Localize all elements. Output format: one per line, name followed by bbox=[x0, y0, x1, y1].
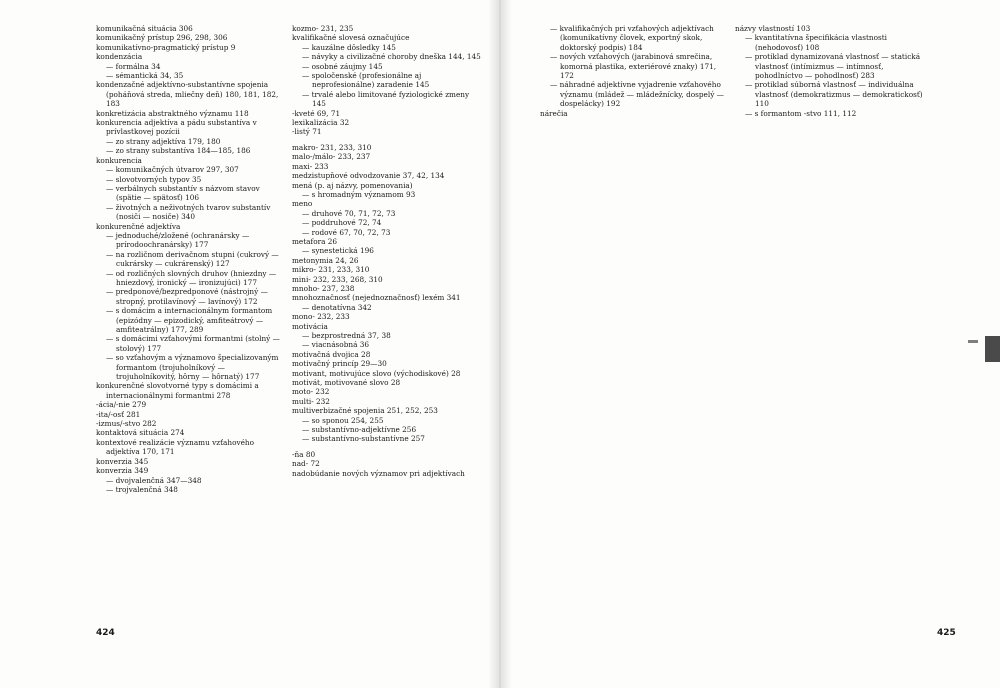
index-entry: motivant, motivujúce slovo (východiskové) 28 bbox=[292, 368, 461, 378]
index-entry: — s formantom -stvo 111, 112 bbox=[745, 108, 857, 118]
index-entry: — viacnásobná 36 bbox=[302, 340, 370, 350]
index-entry: — životných a neživotných tvarov substantív (nosiči — nosiče) 340 bbox=[106, 202, 271, 222]
index-entry: — slovotvorných typov 35 bbox=[106, 174, 202, 184]
index-entry: motivačný princíp 29—30 bbox=[292, 359, 387, 369]
index-entry: — náhradné adjektívne vyjadrenie vzťahového významu (mládež — mládežnícky, dospelý — dospelácky) 192 bbox=[550, 80, 724, 109]
scan-edge-mark bbox=[968, 340, 978, 343]
index-entry: medzistupňové odvodzovanie 37, 42, 134 bbox=[292, 171, 445, 181]
index-entry: makro- 231, 233, 310 bbox=[292, 142, 372, 152]
index-entry: -ácia/-nie 279 bbox=[96, 400, 147, 410]
index-entry: — s domácimi vzťahovými formantmi (stolný — stolový) 177 bbox=[106, 334, 280, 353]
index-entry: — trojvalenčná 348 bbox=[106, 484, 178, 494]
index-column-4 bbox=[735, 24, 925, 118]
index-entry: maxi- 233 bbox=[292, 161, 329, 171]
index-column-1 bbox=[96, 24, 286, 494]
index-entry: — synestetická 196 bbox=[302, 246, 374, 256]
index-entry: mená (p. aj názvy, pomenovania) bbox=[292, 180, 413, 190]
index-entry: -ňa 80 bbox=[292, 449, 316, 459]
index-entry: mikro- 231, 233, 310 bbox=[292, 265, 370, 275]
index-entry: kondenzačné adjektívno-substantívne spojenia (poháňová streda, mliečny deň) 180, 181, 182, 183 bbox=[96, 80, 279, 109]
index-entry: — protiklad súborná vlastnosť — individuálna vlastnosť (demokratizmus — demokratickosť) 110 bbox=[745, 80, 923, 109]
index-entry: mnohoznačnosť (nejednoznačnosť) lexém 341 bbox=[292, 293, 461, 303]
index-entry: kontaktová situácia 274 bbox=[96, 428, 185, 438]
index-entry: konverzia 349 bbox=[96, 466, 149, 476]
index-entry: komunikačný prístup 296, 298, 306 bbox=[96, 33, 228, 43]
index-entry: — kauzálne dôsledky 145 bbox=[302, 42, 396, 52]
index-entry: konkurencia adjektíva a pádu substantíva v prívlastkovej pozícii bbox=[96, 118, 257, 137]
page-number-right: 425 bbox=[937, 628, 956, 638]
index-column-2 bbox=[292, 24, 482, 478]
index-entry: — zo strany substantíva 184—185, 186 bbox=[106, 146, 251, 156]
index-entry: meno bbox=[292, 199, 313, 209]
index-entry: komunikatívno-pragmatický prístup 9 bbox=[96, 42, 236, 52]
index-entry: — na rozličnom derivačnom stupni (cukrový — cukrársky — cukrárenský) 127 bbox=[106, 249, 279, 269]
index-entry: motivát, motivované slovo 28 bbox=[292, 378, 401, 388]
index-entry: — substantívno-substantívne 257 bbox=[302, 434, 425, 444]
page-number-left: 424 bbox=[96, 628, 115, 638]
index-entry: -izmus/-stvo 282 bbox=[96, 419, 157, 429]
index-entry: kvalifikačné slovesá označujúce bbox=[292, 33, 410, 43]
index-entry: — so vzťahovým a významovo špecializovaným formantom (trojuholníkový — trojuholníkovitý, hôrny — hôrnatý) 177 bbox=[106, 353, 279, 382]
index-entry: motivačná dvojica 28 bbox=[292, 349, 371, 359]
index-entry: konkurenčné adjektíva bbox=[96, 221, 181, 231]
index-entry: — so sponou 254, 255 bbox=[302, 415, 384, 425]
index-entry: konverzia 345 bbox=[96, 456, 149, 466]
index-entry: — sémantická 34, 35 bbox=[106, 71, 184, 81]
index-entry: — poddruhové 72, 74 bbox=[302, 218, 382, 228]
index-entry: — kvalifikačných pri vzťahových adjektívach (komunikatívny človek, exportný skok, doktorský podpis) 184 bbox=[550, 24, 714, 52]
index-entry: — protiklad dynamizovaná vlastnosť — statická vlastnosť (intímizmus — intímnosť, pohodlníctvo — pohodlnosť) 283 bbox=[745, 52, 921, 81]
book-gutter bbox=[488, 0, 512, 688]
index-entry: názvy vlastností 103 bbox=[735, 24, 811, 33]
index-entry: — návyky a civilizačné choroby dneška 144, 145 bbox=[302, 52, 481, 62]
index-entry: konkurenčné slovotvorné typy s domácimi a internacionálnymi formantmi 278 bbox=[96, 381, 259, 400]
index-entry: — osobné záujmy 145 bbox=[302, 61, 383, 71]
index-entry: — predponové/bezpredponové (nástrojný — stropný, protilavínový — lavínový) 172 bbox=[106, 287, 268, 306]
index-entry: nadobúdanie nových významov pri adjektívach bbox=[292, 468, 465, 478]
index-entry: mnoho- 237, 238 bbox=[292, 283, 355, 293]
index-entry: — od rozličných slovných druhov (hniezdny — hniezdový, ironický — ironizujúci) 177 bbox=[106, 268, 277, 287]
index-entry: — zo strany adjektíva 179, 180 bbox=[106, 136, 221, 146]
index-entry: komunikačná situácia 306 bbox=[96, 24, 193, 33]
index-entry: motivácia bbox=[292, 321, 328, 331]
index-entry: — s hromadným významom 93 bbox=[302, 189, 416, 199]
index-entry: — s domácim a internacionálnym formantom (epizódny — epizodický, amfiteátrový — amfiteatrálny) 177, 289 bbox=[106, 306, 273, 334]
index-entry: — formálna 34 bbox=[106, 61, 161, 71]
index-entry: mini- 232, 233, 268, 310 bbox=[292, 274, 383, 284]
index-entry: kontextové realizácie významu vzťahového adjektíva 170, 171 bbox=[96, 437, 254, 457]
index-entry: kondenzácia bbox=[96, 52, 143, 62]
index-entry: — verbálnych substantív s názvom stavov (spätie — spätosť) 106 bbox=[106, 183, 260, 203]
index-entry: konkurencia bbox=[96, 155, 142, 165]
index-column-3 bbox=[540, 24, 730, 118]
index-entry: multi- 232 bbox=[292, 396, 330, 406]
index-entry: mono- 232, 233 bbox=[292, 312, 350, 322]
index-entry: — denotatívna 342 bbox=[302, 302, 372, 312]
index-entry: — jednoduché/zložené (ochranársky — prírodoochranársky) 177 bbox=[106, 230, 250, 250]
index-entry: moto- 232 bbox=[292, 387, 330, 397]
index-entry: -listý 71 bbox=[292, 127, 322, 137]
index-entry: metafora 26 bbox=[292, 236, 338, 246]
index-entry: konkretizácia abstraktného významu 118 bbox=[96, 108, 249, 118]
scan-edge-mark bbox=[985, 336, 1000, 362]
index-entry: — nových vzťahových (jarabinová smrečina, komorná plastika, exteriérové znaky) 171, 172 bbox=[550, 52, 717, 81]
index-entry: — spoločenské (profesionálne aj neprofesionálne) zaradenie 145 bbox=[302, 71, 430, 90]
index-entry: -kveté 69, 71 bbox=[292, 108, 341, 118]
index-entry: metonymia 24, 26 bbox=[292, 255, 359, 265]
index-entry: kozmo- 231, 235 bbox=[292, 24, 354, 33]
index-entry: malo-/málo- 233, 237 bbox=[292, 152, 371, 162]
index-entry: — dvojvalenčná 347—348 bbox=[106, 475, 202, 485]
index-entry: lexikalizácia 32 bbox=[292, 118, 350, 128]
index-entry: — druhové 70, 71, 72, 73 bbox=[302, 208, 396, 218]
index-entry: — komunikačných útvarov 297, 307 bbox=[106, 165, 239, 175]
index-entry: — bezprostredná 37, 38 bbox=[302, 331, 391, 340]
index-entry: nárečia bbox=[540, 108, 568, 118]
index-entry: — kvantitatívna špecifikácia vlastnosti (nehodovosť) 108 bbox=[745, 33, 887, 52]
index-entry: multiverbizačné spojenia 251, 252, 253 bbox=[292, 406, 438, 416]
index-entry: — rodové 67, 70, 72, 73 bbox=[302, 227, 391, 237]
index-entry: nad- 72 bbox=[292, 459, 320, 469]
index-entry: -ita/-osť 281 bbox=[96, 409, 141, 419]
index-entry: — substantívno-adjektívne 256 bbox=[302, 425, 417, 435]
index-entry: — trvalé alebo limitované fyziologické zmeny 145 bbox=[302, 89, 470, 109]
